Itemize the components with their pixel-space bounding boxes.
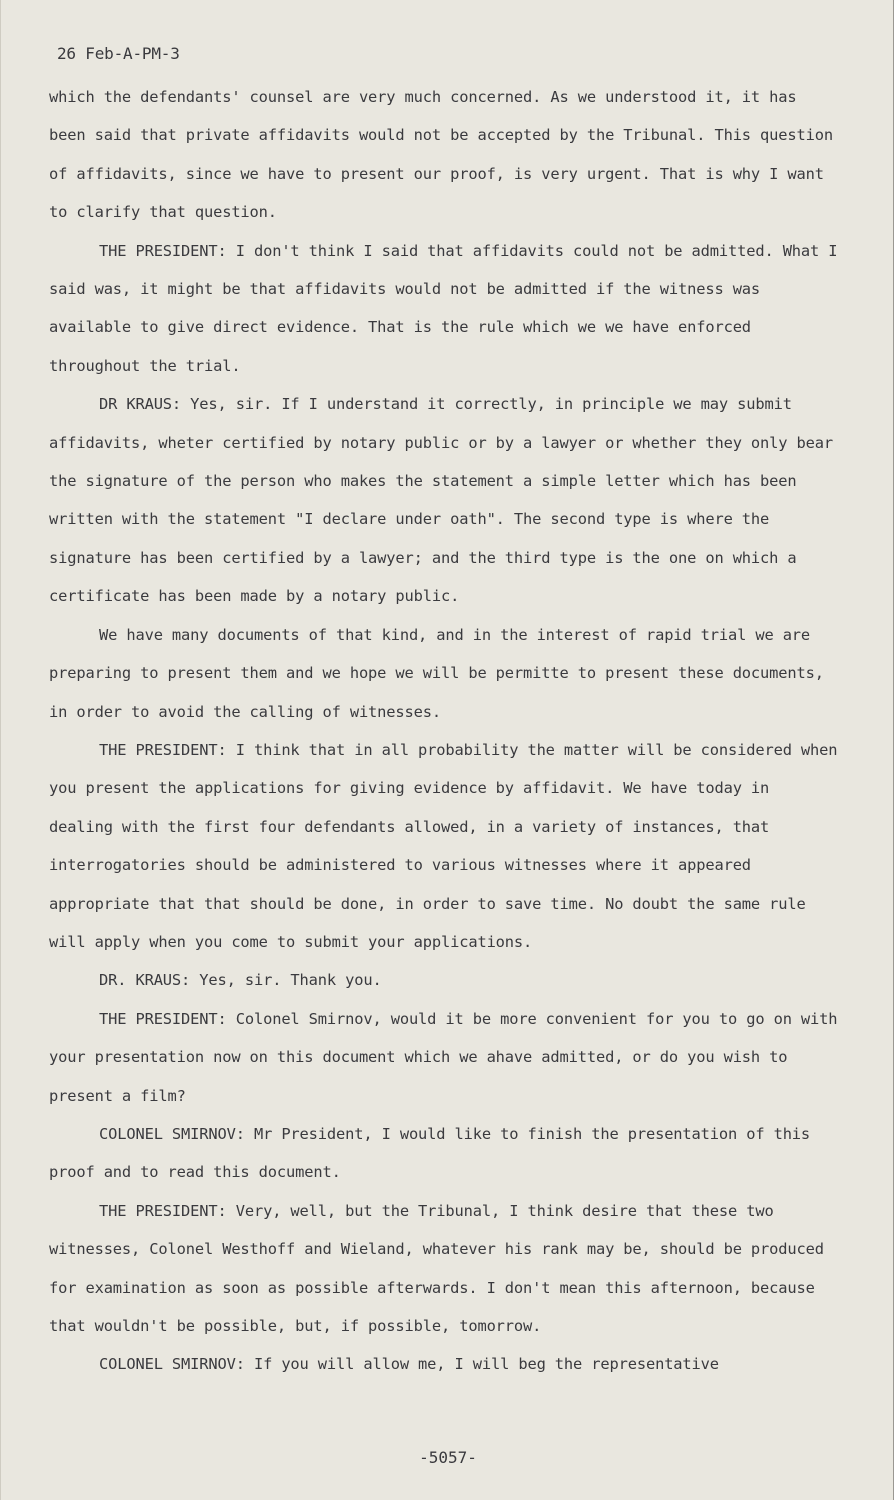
transcript-body [49,78,839,1384]
paragraph: THE PRESIDENT: I don't think I said that affidavits could not be admitted. What I said was, it might be that affidavits would not be admitted if the witness was available to give direct evidence. That is the rule which we we have enforced throughout the trial. [49,241,838,375]
page-header-ref: 26 Feb-A-PM-3 [57,44,180,63]
paragraph: THE PRESIDENT: Colonel Smirnov, would it be more convenient for you to go on with your presentation now on this document which we ahave admitted, or do you wish to present a film? [49,1009,838,1105]
paragraph: DR KRAUS: Yes, sir. If I understand it correctly, in principle we may submit affidavits, wheter certified by notary public or by a lawyer or whether they only bear the signature of the person who makes the statement a simple letter which has been written with the statement "I declare under oath". The second type is where the signature has been certified by a lawyer; and the third type is the one on which a certificate has been made by a notary public. [49,395,833,606]
paragraph: We have many documents of that kind, and in the interest of rapid trial we are preparing to present them and we hope we will be permitte to present these documents, in order to avoid the calling of witnesses. [49,625,824,721]
paragraph: THE PRESIDENT: Very, well, but the Tribunal, I think desire that these two witnesses, Colonel Westhoff and Wieland, whatever his rank may be, should be produced for examination as soon as possible afterwards. I don't mean this afternoon, because that wouldn't be possible, but, if possible, tomorrow. [49,1201,824,1335]
paragraph: COLONEL SMIRNOV: If you will allow me, I will beg the representative [99,1355,719,1374]
paragraph: DR. KRAUS: Yes, sir. Thank you. [99,971,382,990]
paragraph: COLONEL SMIRNOV: Mr President, I would like to finish the presentation of this proof and to read this document. [49,1124,811,1182]
paragraph: THE PRESIDENT: I think that in all probability the matter will be considered when you present the applications for giving evidence by affidavit. We have today in dealing with the first four defendants allowed, in a variety of instances, that interrogatories should be administered to various witnesses where it appeared appropriate that that should be done, in order to save time. No doubt the same rule will apply when you come to submit your applications. [49,740,838,951]
paragraph: which the defendants' counsel are very much concerned. As we understood it, it has been said that private affidavits would not be accepted by the Tribunal. This question of affidavits, since we have to present our proof, is very urgent. That is why I want to clarify that question. [49,88,833,222]
page-number: -5057- [419,1448,477,1467]
